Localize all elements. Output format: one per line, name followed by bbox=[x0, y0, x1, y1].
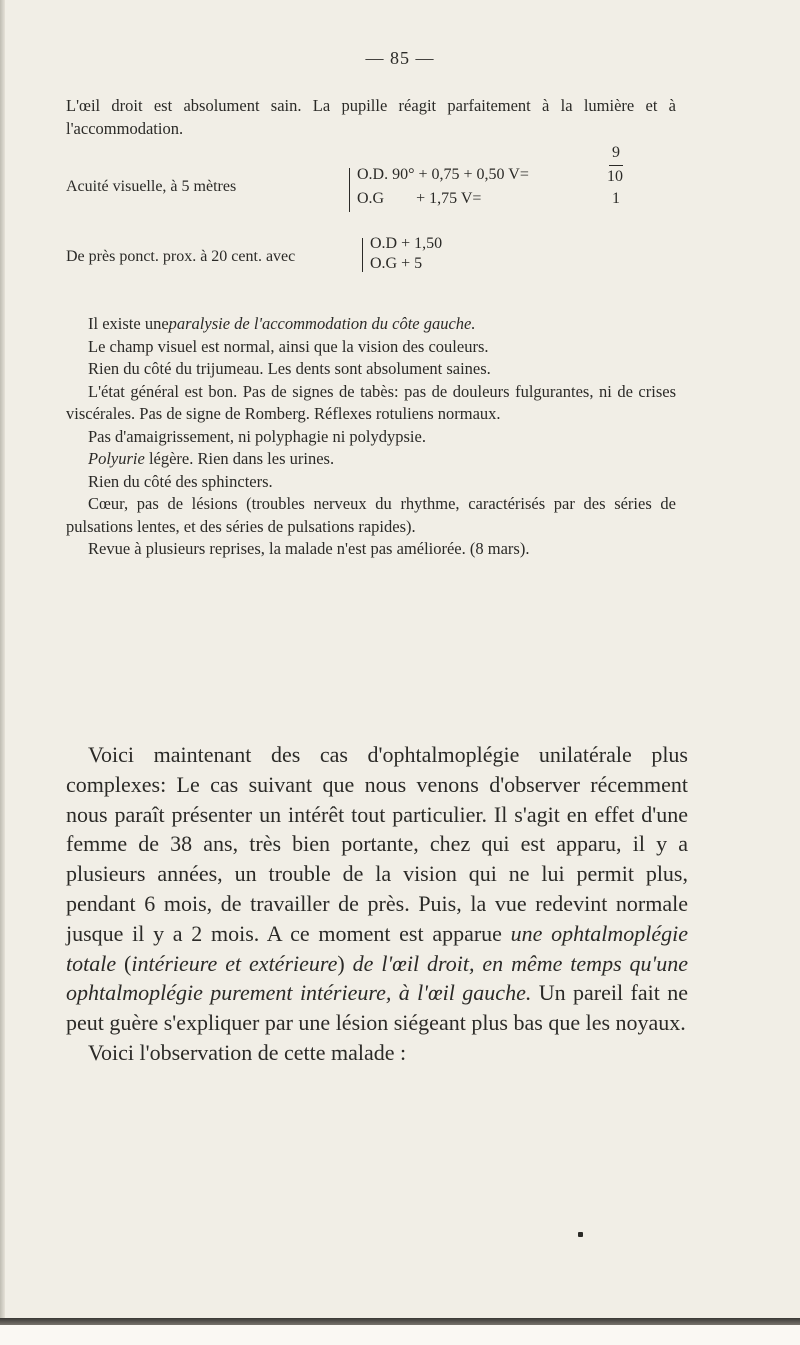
near-brace bbox=[362, 238, 363, 272]
bottom-rule bbox=[0, 1318, 800, 1325]
page-edge bbox=[0, 0, 5, 1345]
observation-notes bbox=[66, 313, 676, 561]
page-number: — 85 — bbox=[365, 48, 435, 68]
acuity-brace bbox=[349, 168, 350, 212]
obs-weight: Pas d'amaigrissement, ni polyphagie ni polydypsie. bbox=[88, 426, 426, 446]
obs-general-state: L'état général est bon. Pas de signes de tabès: pas de douleurs fulgurantes, ni de crises viscérales. Pas de signe de Romberg. Réflexes rotuliens normaux. bbox=[66, 381, 676, 423]
obs-visual-field: Le champ visuel est normal, ainsi que la vision des couleurs. bbox=[88, 336, 489, 356]
obs-sphincters: Rien du côté des sphincters. bbox=[88, 471, 273, 491]
page-bottom-edge bbox=[0, 1318, 800, 1345]
acuity-og-formula: O.G + 1,75 V= bbox=[357, 190, 482, 207]
intro-paragraph bbox=[66, 95, 676, 140]
obs-trigeminal: Rien du côté du trijumeau. Les dents sont absolument saines. bbox=[88, 359, 491, 378]
near-label: De près ponct. prox. à 20 cent. avec bbox=[66, 248, 296, 265]
obs-paralysis: Il existe uneparalysie de l'accommodation du côte gauche. bbox=[88, 314, 476, 333]
acuity-fraction-bar bbox=[609, 165, 623, 166]
near-og: O.G + 5 bbox=[370, 255, 423, 272]
obs-polyuria: Polyurie légère. Rien dans les urines. bbox=[88, 449, 335, 468]
acuity-label: Acuité visuelle, à 5 mètres bbox=[66, 178, 237, 195]
acuity-og-value: 1 bbox=[612, 190, 620, 207]
intro-text: L'œil droit est absolument sain. La pupille réagit parfaitement à la lumière et à l'accommodation. bbox=[66, 96, 676, 138]
near-vision-block bbox=[66, 234, 686, 276]
obs-review: Revue à plusieurs reprises, la malade n'est pas améliorée. (8 mars). bbox=[88, 539, 530, 558]
obs-heart: Cœur, pas de lésions (troubles nerveux du rhythme, caractérisés par des séries de pulsations lentes, et des séries de pulsations rapides). bbox=[66, 494, 676, 536]
ink-mark bbox=[578, 1232, 583, 1237]
closing-line: Voici l'observation de cette malade : bbox=[88, 1039, 407, 1065]
acuity-od-denominator: 10 bbox=[607, 168, 623, 185]
acuity-od-formula: O.D. 90° + 0,75 + 0,50 V= bbox=[357, 166, 529, 183]
main-text bbox=[66, 740, 688, 1068]
acuity-block bbox=[66, 144, 686, 220]
main-paragraph: Voici maintenant des cas d'ophtalmoplégie unilatérale plus complexes: Le cas suivant que nous venons d'observer récemment nous paraît présenter un intérêt tout particulier. Il s'agit en effet d'une femme de 38 ans, très bien portante, chez qui est apparu, il y a plusieurs années, un trouble de la vision qui ne lui permit plus, pendant 6 mois, de travailler de près. Puis, la vue redevint normale jusque il y a 2 mois. A ce moment est apparue une ophtalmoplégie totale (intérieure et extérieure) de l'œil droit, en même temps qu'une ophtalmoplégie purement intérieure, à l'œil gauche. Un pareil fait ne peut guère s'expliquer par une lésion siégeant plus bas que les noyaux. bbox=[66, 742, 689, 1036]
near-od: O.D + 1,50 bbox=[370, 235, 443, 252]
acuity-od-numerator: 9 bbox=[612, 144, 620, 161]
